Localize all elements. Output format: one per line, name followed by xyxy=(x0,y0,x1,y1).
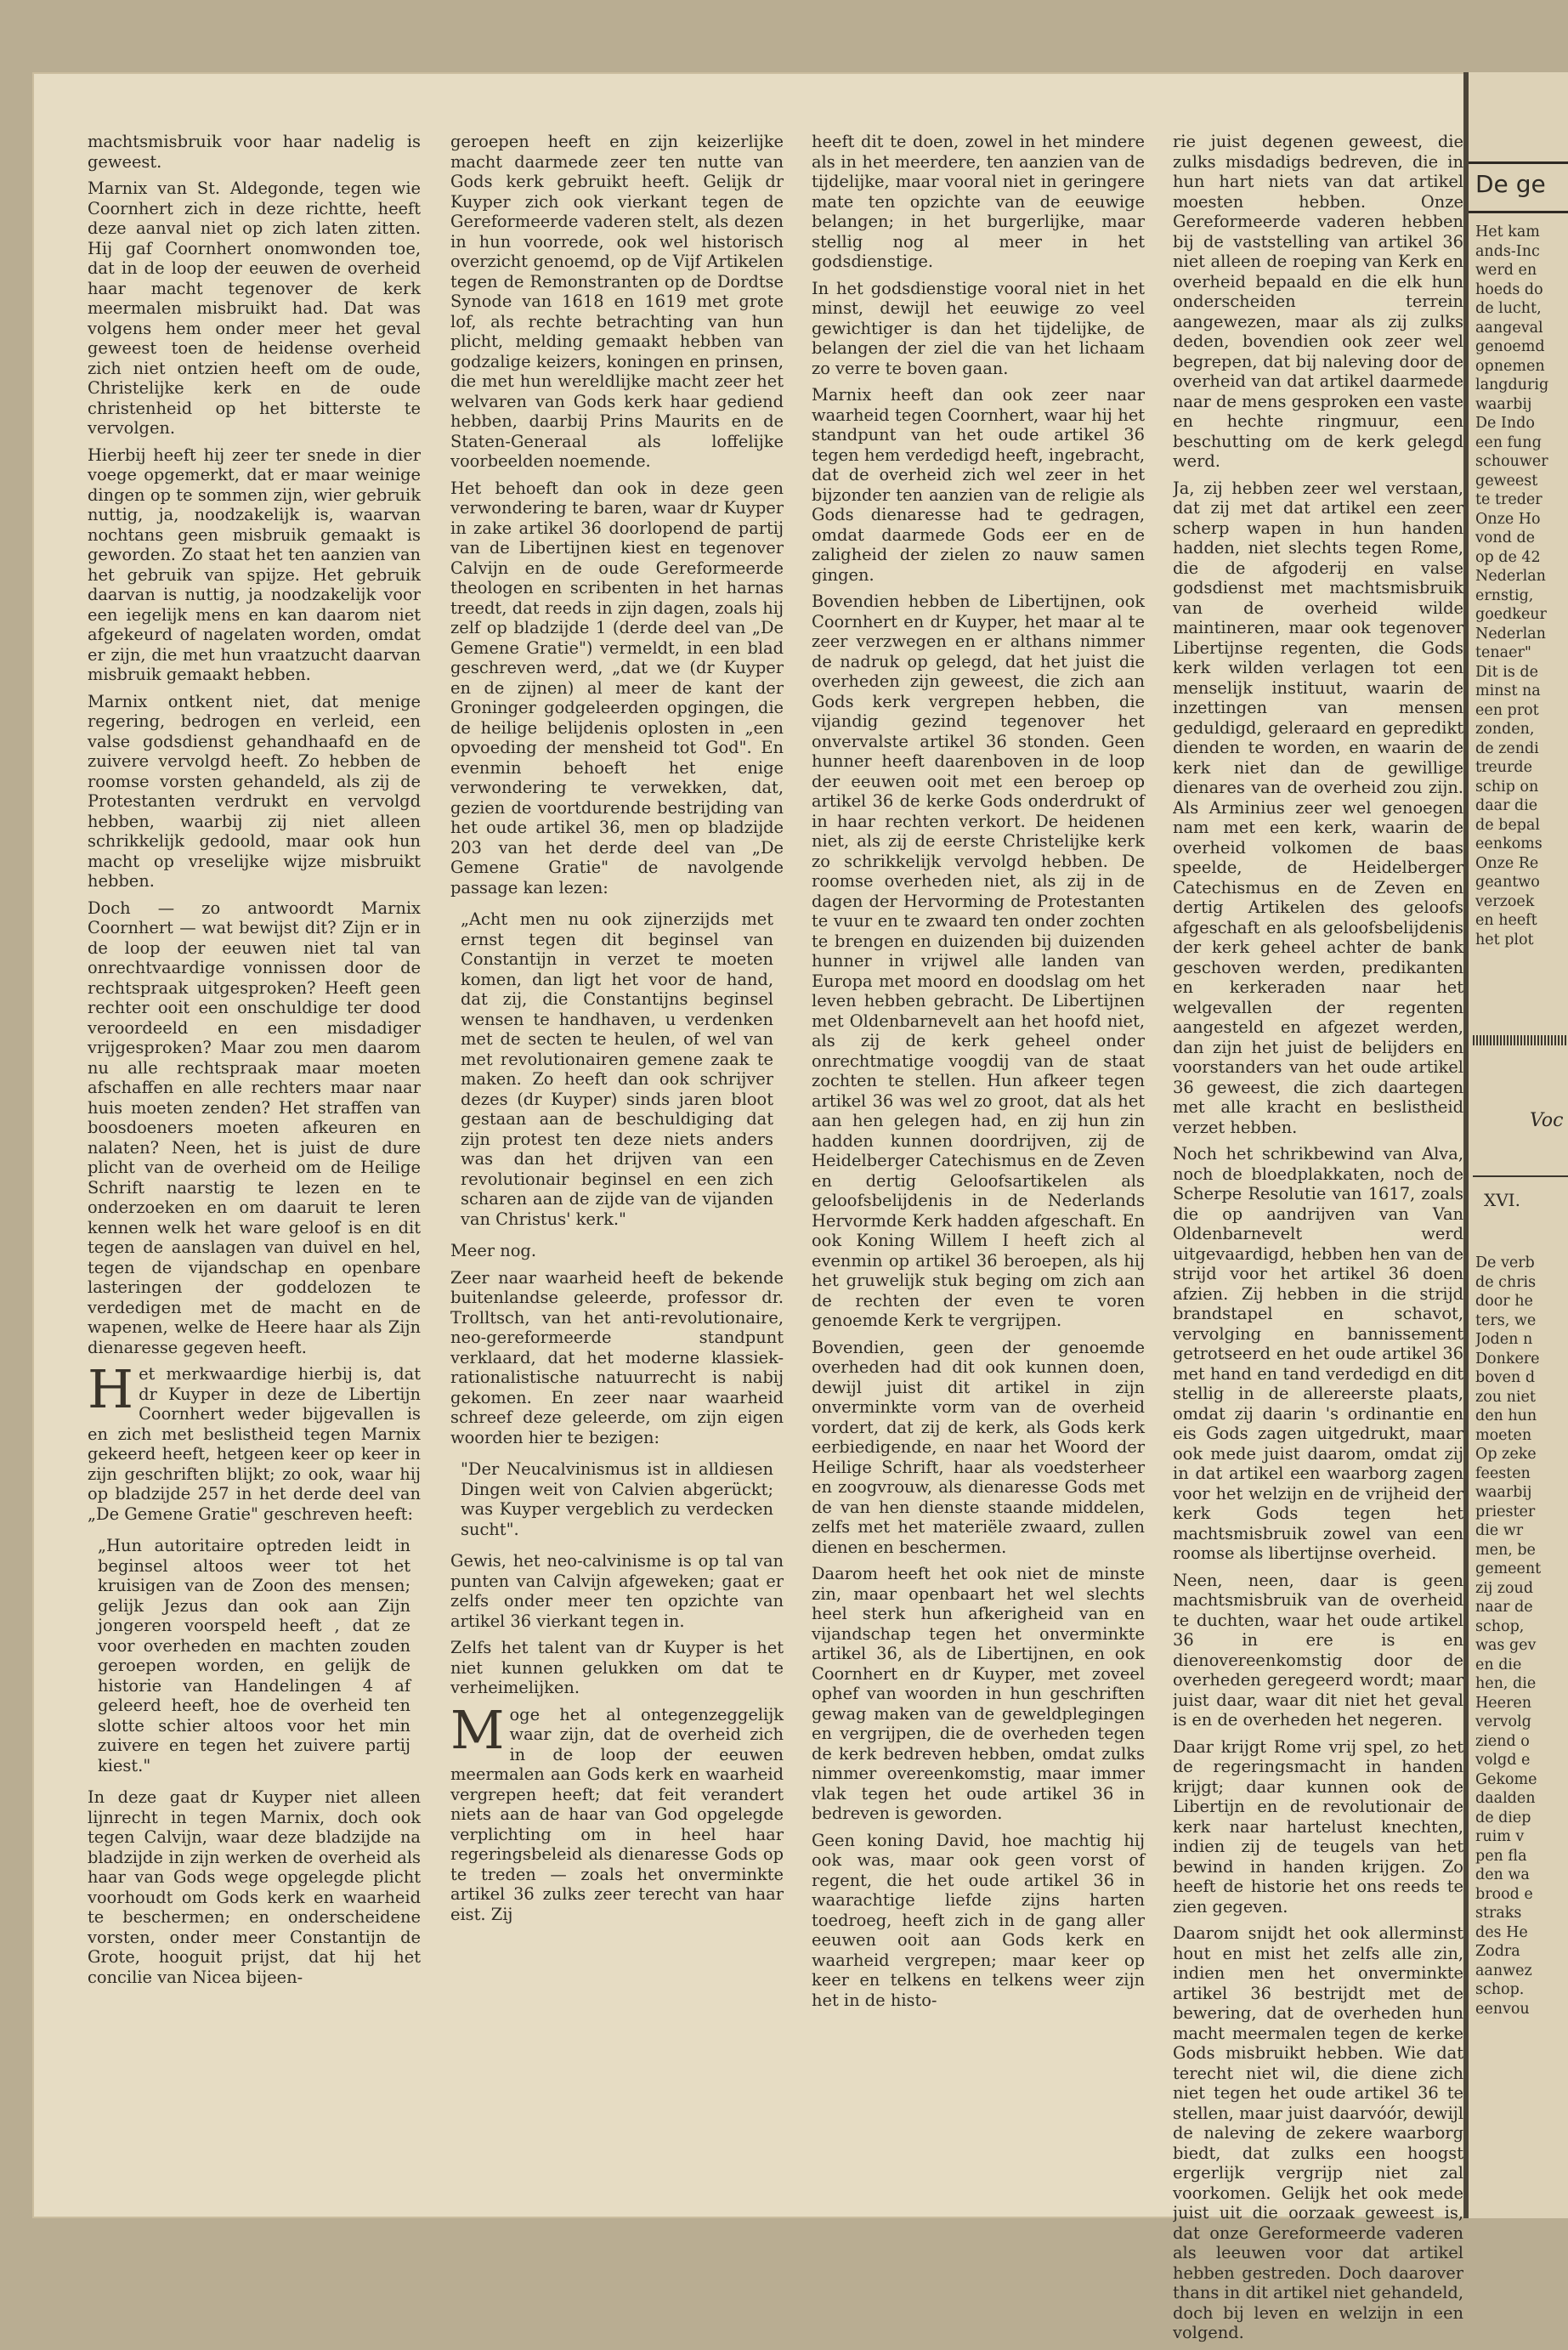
adjacent-line: het plot xyxy=(1475,931,1534,948)
adjacent-line: de bepal xyxy=(1475,816,1540,834)
paragraph: Het behoeft dan ook in deze geen verwondering te baren, waar dr Kuyper in zake artikel 36 doorlopend de partij van de Libertijnen kiest en tegenover Calvijn en de oude Gereformeerde theologen en scribenten in het harnas treedt, dat reeds in zijn dagen, zoals hij zelf op bladzijde 1 (derde deel van „De Gemene Gratie") vermeldt, in een blad geschreven werd, „dat we (dr Kuyper en de zijnen) al meer de kant der Groninger godgeleerden opgingen, die de heilige belijdenis oplosten in „een opvoeding der mensheid tot God". En evenmin behoeft het enige verwondering te verwekken, dat, gezien de voortdurende bestrijding van het oude artikel 36, men op bladzijde 203 van het derde deel van „De Gemene Gratie" de navolgende passage kan lezen: xyxy=(450,478,784,898)
adjacent-line: boven d xyxy=(1475,1369,1536,1386)
adjacent-line: Zodra xyxy=(1475,1943,1520,1960)
adjacent-line: ands-Inc xyxy=(1475,242,1540,260)
adjacent-line: den wa xyxy=(1475,1866,1530,1883)
adjacent-line: Nederlan xyxy=(1475,568,1546,585)
adjacent-line: Nederlan xyxy=(1475,625,1546,643)
adjacent-line: die wr xyxy=(1475,1522,1524,1539)
paragraph: In het godsdienstige vooral niet in het minst, dewijl het eeuwige zo veel gewichtiger is dan het tijdelijke, de belangen der ziel die van het lichaam zo verre te boven gaan. xyxy=(812,278,1145,378)
adjacent-line: minst na xyxy=(1475,682,1541,699)
paragraph: Hierbij heeft hij zeer ter snede in dier voege opgemerkt, dat er maar weinige dingen op te sommen zijn, wier gebruik nuttig, ja, noodzakelijk is, waarvan nochtans geen misbruik gemaakt is geworden. Zo staat het ten aanzien van het gebruik van spijze. Het gebruik daarvan is nuttig, ja noodzakelijk voor een iegelijk mens en kan daarom niet afgekeurd of nagelaten worden, omdat er zijn, die met hun vraatzucht daarvan misbruik gemaakt hebben. xyxy=(88,445,421,684)
adjacent-line: hoeds do xyxy=(1475,280,1543,298)
paragraph: rie juist degenen geweest, die zulks misdadigs bedreven, die in hun hart niets van dat artikel moesten hebben. Onze Gereformeerde vaderen hebben bij de vaststelling van artikel 36 niet alleen de roeping van Kerk en overheid bepaald en die elk hun onderscheiden terrein aangewezen, maar als zij zulks deden, bovendien ook zeer wel begrepen, dat bij naleving door de overheid van dat artikel daarmede naar de mens gesproken een vaste en hechte ringmuur, een beschutting om de kerk gelegd werd. xyxy=(1173,132,1463,471)
adjacent-line: en heeft xyxy=(1475,912,1537,929)
paragraph: Bovendien hebben de Libertijnen, ook Coornhert en dr Kuyper, het maar al te zeer verzwegen en er althans nimmer de nadruk op gelegd, dat het juist die overheden zijn geweest, die zich aan Gods kerk vergrepen hebben, die vijandig gezind tegenover het onvervalste artikel 36 stonden. Geen hunner heeft daarenboven in de loop der eeuwen ooit met een beroep op artikel 36 de kerke Gods onderdrukt of in haar rechten verkort. De heidenen niet, als zij de eerste Christelijke kerk zo schrikkelijk vervolgd hebben. De roomse overheden niet, als zij in de dagen der Hervorming de Protestanten te vuur en te zwaard ten onder zochten te brengen en duizenden bij duizenden hunner in vrijwel alle landen van Europa met moord en doodslag om het leven hebben gebracht. De Libertijnen met Oldenbarnevelt aan het hoofd niet, als zij de kerk geheel onder onrechtmatige voogdij van de staat zochten te stellen. Hun afkeer tegen artikel 36 was wel zo groot, dat als het aan hen gelegen had, en zij hun zin hadden kunnen doordrijven, zij de Heidelberger Catechismus en de Zeven en dertig Geloofsartikelen als geloofsbelijdenis in de Nederlands Hervormde Kerk hadden afgeschaft. En ook Koning Willem I heeft zich al evenmin op artikel 36 beroepen, als hij het gruwelijk stuk beging om zich aan de rechten der even te voren genoemde Kerk te vergrijpen. xyxy=(812,592,1145,1330)
adjacent-line: te treder xyxy=(1475,491,1543,508)
adjacent-line: De verb xyxy=(1475,1254,1535,1271)
paragraph-with-dropcap xyxy=(450,1698,784,1925)
adjacent-line: moeten xyxy=(1475,1426,1532,1444)
adjacent-line: priester xyxy=(1475,1503,1536,1520)
adjacent-line: zij zoud xyxy=(1475,1579,1534,1597)
adjacent-line: aangeval xyxy=(1475,319,1543,337)
adjacent-line: daalden xyxy=(1475,1790,1536,1807)
adjacent-subheading: Voc xyxy=(1530,1110,1564,1131)
adjacent-line: Dit is de xyxy=(1475,663,1538,681)
adjacent-line: werd en xyxy=(1475,262,1537,279)
paragraph: geroepen heeft en zijn keizerlijke macht daarmede zeer ten nutte van Gods kerk gebruikt heeft. Gelijk dr Kuyper zich ook vierkant tegen de Gereformeerde vaderen stelt, als dezen in hun voorrede, ook wel historisch overzicht genoemd, op de Vijf Artikelen tegen de Remonstranten op de Dordtse Synode van 1618 en 1619 met grote lof, als rechte betrachting van hun plicht, melding gemaakt hebben van godzalige keizers, koningen en prinsen, die met hun wereldlijke macht zeer het welvaren van Gods kerk haar gediend hebben, daarbij Prins Maurits en de Staten-Generaal als loffelijke voorbeelden noemende. xyxy=(450,132,784,471)
drop-cap: H xyxy=(88,1358,134,1420)
adjacent-line: geweest xyxy=(1475,472,1538,490)
paragraph-text: oge het al ontegenzeggelijk waar zijn, dat de overheid zich in de loop der eeuwen meermalen aan Gods kerk en waarheid vergrepen heeft; dat feit verandert niets aan de haar van God opgelegde verplichting om in heel haar regeringsbeleid als dienaresse Gods op te treden — zoals het onverminkte artikel 36 zulks zeer terecht van haar eist. Zij xyxy=(450,1704,784,1924)
paragraph: Bovendien, geen der genoemde overheden had dit ook kunnen doen, dewijl juist dit artikel in zijn onverminkte vorm van de overheid vordert, dat zij de kerk, als Gods kerk eerbiedigende, en naar het Woord der Heilige Schrift, haar als voedsterheer en zoogvrouw, als dienaresse Gods met de van hen dienste staande middelen, zelfs met het materiële zwaard, zullen dienen en beschermen. xyxy=(812,1337,1145,1557)
adjacent-line: waarbij xyxy=(1475,395,1532,413)
adjacent-line: ziend o xyxy=(1475,1732,1530,1750)
adjacent-line: eenvou xyxy=(1475,2000,1530,2018)
paragraph: Gewis, het neo-calvinisme is op tal van punten van Calvijn afgeweken; gaat er zelfs onder meer ten opzichte van artikel 36 vierkant tegen in. xyxy=(450,1551,784,1631)
adjacent-line: Heeren xyxy=(1475,1694,1531,1712)
article-column-4 xyxy=(1173,132,1463,2350)
paragraph-with-dropcap xyxy=(88,1358,421,1524)
block-quote: „Hun autoritaire optreden leidt in beginsel altoos weer tot het kruisigen van de Zoon des mensen; gelijk Jezus dan ook aan Zijn jongeren voorspeld heeft , dat ze voor overheden en machten zouden geroepen worden, en gelijk de historie van Handelingen 4 af geleerd heeft, hoe de overheid ten slotte schier altoos voor het min zuivere en tegen het zuivere partij kiest." xyxy=(98,1536,410,1775)
adjacent-line: door he xyxy=(1475,1293,1533,1310)
adjacent-line: eenkoms xyxy=(1475,835,1543,852)
adjacent-line: de diep xyxy=(1475,1809,1531,1826)
adjacent-line: De Indo xyxy=(1475,415,1535,432)
paragraph: Zeer naar waarheid heeft de bekende buitenlandse geleerde, professor dr. Trolltsch, van het anti-revolutionaire, neo-gereformeerde standpunt verklaard, dat het moderne klassiek-rationalistische natuurrecht is nabij gekomen. En zeer naar waarheid schreef deze geleerde, om zijn eigen woorden hier te bezigen: xyxy=(450,1267,784,1447)
paragraph-text: et merkwaardige hierbij is, dat dr Kuyper in deze de Libertijn Coornhert weder bijgevallen is en zich met beslistheid tegen Marnix gekeerd heeft, hetgeen keer op keer in zijn geschriften blijkt; zo ook, waar hij op bladzijde 257 in het derde deel van „De Gemene Gratie" geschreven heeft: xyxy=(88,1364,421,1524)
adjacent-line: waarbij xyxy=(1475,1484,1532,1501)
paragraph: Geen koning David, hoe machtig hij ook was, maar ook geen vorst of regent, die het oude artikel 36 in waarachtige liefde zijns harten toedroeg, heeft zich in de gang aller eeuwen ooit aan Gods kerk en waarheid vergrepen; maar keer op keer en telkens en telkens weer zijn het in de histo- xyxy=(812,1830,1145,2010)
article-column-1 xyxy=(88,132,421,1994)
adjacent-line: pen fla xyxy=(1475,1847,1527,1865)
adjacent-line: goedkeur xyxy=(1475,606,1547,623)
adjacent-column-top xyxy=(1475,223,1568,949)
adjacent-line: Donkere xyxy=(1475,1350,1540,1368)
adjacent-line: des He xyxy=(1475,1923,1528,1941)
adjacent-line: Gekome xyxy=(1475,1770,1537,1788)
adjacent-line: gemeent xyxy=(1475,1560,1542,1577)
paragraph: Daar krijgt Rome vrij spel, zo het de regeringsmacht in handen krijgt; daar kunnen ook de Libertijn en de revolutionair de kerk naar hartelust knechten, indien zij de teugels van het bewind in handen krijgen. Zo heeft de historie het ons reeds te zien gegeven. xyxy=(1173,1736,1463,1917)
adjacent-line: ernstig, xyxy=(1475,586,1534,604)
adjacent-line: volgd e xyxy=(1475,1752,1531,1769)
paragraph: Noch het schrikbewind van Alva, noch de bloedplakkaten, noch de Scherpe Resolutie van 1617, zoals die op aandrijven van Van Oldenbarnevelt werd uitgevaardigd, hebben hen van de strijd voor het artikel 36 doen afzien. Zij hebben in die strijd brandstapel en schavot, vervolging en bannissement getrotseerd en het oude artikel 36 met hand en tand verdedigd en dit stellig in de allereerste plaats, omdat zij daarin 's ordinantie en eis Gods zagen uitgedrukt, maar ook mede juist daarom, omdat zij in dat artikel een waarborg zagen voor het welzijn en de vrijheid der kerk Gods tegen het machtsmisbruik zowel van een roomse als libertijnse overheid. xyxy=(1173,1144,1463,1563)
adjacent-line: op de 42 xyxy=(1475,548,1541,566)
adjacent-line: men, be xyxy=(1475,1541,1536,1559)
paragraph: Meer nog. xyxy=(450,1241,536,1260)
adjacent-line: ters, we xyxy=(1475,1311,1537,1329)
adjacent-headline: De ge xyxy=(1475,170,1546,198)
adjacent-line: en die xyxy=(1475,1656,1522,1673)
adjacent-line: schouwer xyxy=(1475,453,1548,470)
adjacent-line: zou niet xyxy=(1475,1388,1536,1406)
adjacent-line: feesten xyxy=(1475,1464,1531,1482)
adjacent-divider xyxy=(1473,1175,1568,1177)
adjacent-line: schop, xyxy=(1475,1617,1525,1635)
adjacent-line: brood e xyxy=(1475,1885,1533,1903)
adjacent-line: tenaer" xyxy=(1475,644,1531,661)
adjacent-line: Het kam xyxy=(1475,224,1540,241)
paragraph: heeft dit te doen, zowel in het mindere als in het meerdere, ten aanzien van de tijdelijke, maar vooral niet in geringere mate ten opzichte van de eeuwige belangen; in het burgerlijke, maar stellig nog al meer in het godsdienstige. xyxy=(812,132,1145,271)
adjacent-line: Op zeke xyxy=(1475,1446,1537,1463)
paragraph: Marnix van St. Aldegonde, tegen wie Coornhert zich in deze richtte, heeft deze aanval niet op zich laten zitten. Hij gaf Coornhert onomwonden toe, dat in de loop der eeuwen de overheid haar macht tegenover de kerk meermalen misbruikt had. Dat was volgens hem onder meer het geval geweest toen de heidense overheid zich niet ontzien heeft om de oude, Christelijke kerk en de oude christenheid op het bitterste te vervolgen. xyxy=(88,178,421,438)
adjacent-line: straks xyxy=(1475,1905,1522,1922)
paragraph: In deze gaat dr Kuyper niet alleen lijnrecht in tegen Marnix, doch ook tegen Calvijn, waar deze bladzijde na bladzijde in zijn werken de overheid als haar van Gods wege opgelegde plicht voorhoudt om Gods kerk en waarheid te beschermen; en onderscheidene vorsten, onder meer Constantijn de Grote, hooguit prijst, dat hij het concilie van Nicea bijeen- xyxy=(88,1787,421,1987)
adjacent-line: daar die xyxy=(1475,797,1538,814)
paragraph: machtsmisbruik voor haar nadelig is geweest. xyxy=(88,132,421,172)
adjacent-line: was gev xyxy=(1475,1637,1537,1654)
adjacent-line: Onze Re xyxy=(1475,854,1539,872)
block-quote: "Der Neucalvinismus ist in alldiesen Dingen weit von Calvien abgerückt; was Kuyper vergeblich zu verdecken sucht". xyxy=(461,1459,773,1539)
adjacent-line: Onze Ho xyxy=(1475,510,1541,528)
adjacent-line: een prot xyxy=(1475,701,1539,719)
adjacent-line: vond de xyxy=(1475,529,1536,546)
adjacent-line: hen, die xyxy=(1475,1675,1537,1692)
adjacent-line: de zendi xyxy=(1475,739,1539,757)
adjacent-line: geantwo xyxy=(1475,874,1540,891)
paragraph: Daarom snijdt het ook allerminst hout en mist het zelfs alle zin, indien men het onverminkte artikel 36 bestrijdt met de bewering, dat de overheden hun macht meermalen tegen de kerke Gods misbruikt hebben. Wie dat terecht niet wil, die diene zich niet tegen het oude artikel 36 te stellen, maar juist daarvóór, dewijl de naleving de zekere waarborg biedt, dat zulks een hoogst ergerlijk vergrijp niet zal voorkomen. Gelijk het ook mede juist uit die oorzaak geweest is, dat onze Gereformeerde vaderen als leeuwen voor dat artikel hebben gestreden. Doch daarover thans in dit artikel niet gehandeld, doch bij leven en welzijn in een volgend. xyxy=(1173,1923,1463,2342)
adjacent-rule xyxy=(1473,1035,1568,1045)
adjacent-line: schop. xyxy=(1475,1981,1525,1998)
paragraph: Doch — zo antwoordt Marnix Coornhert — wat bewijst dit? Zijn er in de loop der eeuwen niet tal van onrechtvaardige vonnissen door de rechtspraak uitgesproken? Heeft geen rechter ooit een onschuldige ter dood veroordeeld en een misdadiger vrijgesproken? Maar zou men daarom nu alle rechtspraak maar moeten afschaffen en alle rechters maar naar huis moeten zenden? Het straffen van boosdoeners moeten afkeuren en nalaten? Neen, het is juist de dure plicht van de overheid om de Heilige Schrift naarstig te lezen en te onderzoeken en om daaruit te leren kennen welk het ware geloof is en dit tegen de aanslagen van duivel en hel, tegen de vijandschap en openbare lasteringen der goddelozen te verdedigen met de macht en de wapenen, welke de Heere haar als Zijn dienaresse gegeven heeft. xyxy=(88,898,421,1357)
adjacent-line: Joden n xyxy=(1475,1331,1533,1348)
adjacent-section-number: XVI. xyxy=(1484,1190,1520,1210)
adjacent-line: een fung xyxy=(1475,433,1542,451)
adjacent-line: zonden, xyxy=(1475,721,1535,738)
adjacent-line: aanwez xyxy=(1475,1962,1532,1979)
paragraph: Marnix heeft dan ook zeer naar waarheid tegen Coornhert, waar hij het standpunt van het oude artikel 36 tegen hem verdedigd heeft, ingebracht, dat de overheid zich wel zeer in het bijzonder ten aanzien van de religie als Gods dienaresse had te gedragen, omdat daarmede Gods eer en de zaligheid der zielen zo nauw samen gingen. xyxy=(812,385,1145,585)
adjacent-line: genoemd xyxy=(1475,338,1545,355)
adjacent-line: de chris xyxy=(1475,1273,1537,1291)
adjacent-line: langdurig xyxy=(1475,377,1549,394)
paragraph: Daarom heeft het ook niet de minste zin, maar openbaart het wel slechts heel sterk hun afkerigheid van en vijandschap tegen het onverminkte artikel 36, als de Libertijnen, en ook Coornhert en dr Kuyper, met zoveel ophef van woorden in hun geschriften gewag maken van de geweldplegingen en vergrijpen, die de overheden tegen de kerk bedreven hebben, omdat zulks nimmer overeenkomstig, maar immer vlak tegen het oude artikel 36 in bedreven is geworden. xyxy=(812,1564,1145,1823)
adjacent-line: vervolg xyxy=(1475,1713,1531,1730)
adjacent-line: verzoek xyxy=(1475,892,1535,910)
article-column-2 xyxy=(450,132,784,1931)
block-quote: „Acht men nu ook zijnerzijds met ernst tegen dit beginsel van Constantijn in verzet te moeten komen, dan ligt het voor de hand, dat zij, die Constantijns beginsel wensen te handhaven, u verdenken met de secten te heulen, of wel van met revolutionairen gemene zaak te maken. Zo heeft dan ook schrijver dezes (dr Kuyper) sinds jaren bloot gestaan aan de beschuldiging dat zijn protest ten deze niets anders was dan het drijven van een revolutionair beginsel en een zich scharen aan de zijde van de vijanden van Christus' kerk." xyxy=(461,909,773,1229)
adjacent-line: treurde xyxy=(1475,759,1532,776)
adjacent-line: opnemen xyxy=(1475,357,1545,375)
adjacent-line: schip on xyxy=(1475,778,1539,796)
drop-cap: M xyxy=(450,1698,505,1761)
paragraph: Marnix ontkent niet, dat menige regering, bedrogen en verleid, een valse godsdienst gehandhaafd en de zuivere vervolgd heeft. Zo hebben de roomse vorsten gehandeld, als zij de Protestanten verdrukt en vervolgd hebben, waarbij zij niet alleen schrikkelijk gedoold, maar ook hun macht op vreselijke wijze misbruikt hebben. xyxy=(88,691,421,891)
paragraph: Zelfs het talent van dr Kuyper is het niet kunnen gelukken om dat te verheimelijken. xyxy=(450,1638,784,1697)
adjacent-line: den hun xyxy=(1475,1407,1537,1424)
adjacent-column-bottom xyxy=(1475,1254,1568,2019)
adjacent-line: de lucht, xyxy=(1475,300,1542,317)
adjacent-line: ruim v xyxy=(1475,1828,1525,1845)
adjacent-line: naar de xyxy=(1475,1599,1533,1616)
article-column-3 xyxy=(812,132,1145,2017)
paragraph: Ja, zij hebben zeer wel verstaan, dat zij met dat artikel een zeer scherp wapen in hun handen hadden, niet slechts tegen Rome, die de afgoderij en valse godsdienst met machtsmisbruik van de overheid wilde maintineren, maar ook tegenover Libertijnse regenten, die Gods kerk wilden verlagen tot een menselijk instituut, waarin de inzettingen van mensen geduldigd, geleraard en gepredikt dienden te worden, en waarin de kerk niet dan de gewillige dienares van de overheid zou zijn. Als Arminius zeer wel genoegen nam met een kerk, waarin de overheid volkomen de baas speelde, de Heidelberger Catechismus en de Zeven en dertig Artikelen des geloofs afgeschaft en als geloofsbelijdenis der kerk geheel achter de bank geschoven werden, predikanten en kerkeraden naar het welgevallen der regenten aangesteld en afgezet werden, dan zijn het juist de belijders en voorstanders van het oude artikel 36 geweest, die zich daartegen met alle kracht en beslistheid verzet hebben. xyxy=(1173,478,1463,1137)
paragraph: Neen, neen, daar is geen machtsmisbruik van de overheid te duchten, waar het oude artikel 36 in ere is en dienovereenkomstig door de overheden geregeerd wordt; maar juist daar, waar dit niet het geval is en de overheden het negeren. xyxy=(1173,1570,1463,1730)
